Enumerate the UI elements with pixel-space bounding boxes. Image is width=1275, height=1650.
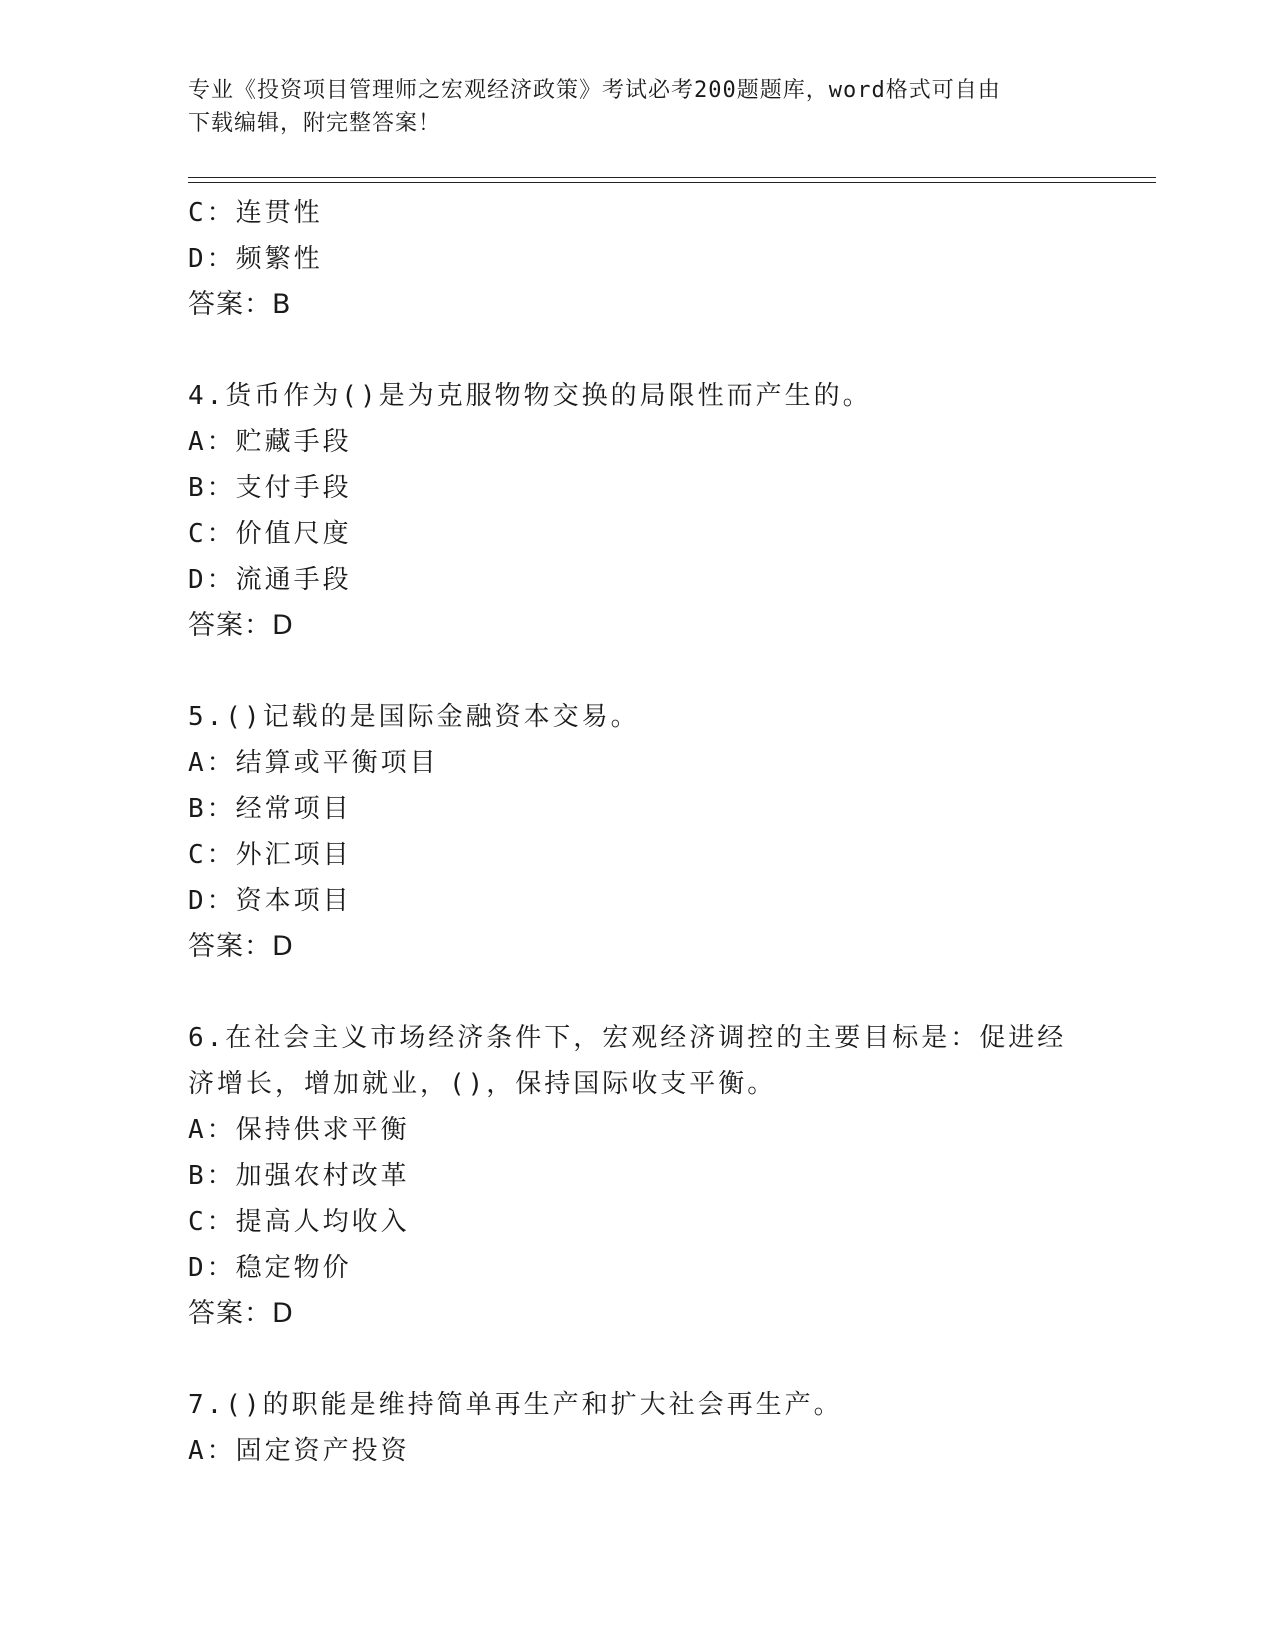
option-d: D：频繁性 xyxy=(188,244,323,274)
option-b: B：加强农村改革 xyxy=(188,1161,410,1191)
question-block-5 xyxy=(188,694,1088,970)
option-a: A：保持供求平衡 xyxy=(188,1115,410,1145)
option-c: C：外汇项目 xyxy=(188,840,352,870)
answer: 答案：D xyxy=(188,931,294,962)
question-text-line-1: 6.在社会主义市场经济条件下，宏观经济调控的主要目标是：促进经 xyxy=(188,1023,1067,1053)
question-text-line-2: 济增长，增加就业，()，保持国际收支平衡。 xyxy=(188,1069,777,1099)
question-list xyxy=(188,190,1088,1474)
document-header xyxy=(188,74,1068,140)
option-c: C：价值尺度 xyxy=(188,519,352,549)
option-a: A：结算或平衡项目 xyxy=(188,748,439,778)
option-c: C：提高人均收入 xyxy=(188,1207,410,1237)
question-text: 7.()的职能是维持简单再生产和扩大社会再生产。 xyxy=(188,1390,843,1420)
option-d: D：资本项目 xyxy=(188,886,352,916)
option-a: A：固定资产投资 xyxy=(188,1436,410,1466)
header-divider-bottom xyxy=(188,182,1156,183)
question-block-3-partial xyxy=(188,190,1088,328)
option-b: B：经常项目 xyxy=(188,794,352,824)
header-title-line-2: 下载编辑，附完整答案！ xyxy=(188,111,442,136)
question-text: 4.货币作为()是为克服物物交换的局限性而产生的。 xyxy=(188,381,872,411)
answer: 答案：D xyxy=(188,1298,294,1329)
header-divider-top xyxy=(188,177,1156,178)
question-block-7 xyxy=(188,1382,1088,1474)
question-text: 5.()记载的是国际金融资本交易。 xyxy=(188,702,640,732)
header-title-line-1: 专业《投资项目管理师之宏观经济政策》考试必考200题题库，word格式可自由 xyxy=(188,78,1001,103)
question-block-6 xyxy=(188,1015,1088,1337)
option-d: D：流通手段 xyxy=(188,565,352,595)
option-b: B：支付手段 xyxy=(188,473,352,503)
option-a: A：贮藏手段 xyxy=(188,427,352,457)
answer: 答案：B xyxy=(188,289,292,320)
answer: 答案：D xyxy=(188,610,294,641)
option-d: D：稳定物价 xyxy=(188,1253,352,1283)
question-block-4 xyxy=(188,373,1088,649)
option-c: C：连贯性 xyxy=(188,198,323,228)
